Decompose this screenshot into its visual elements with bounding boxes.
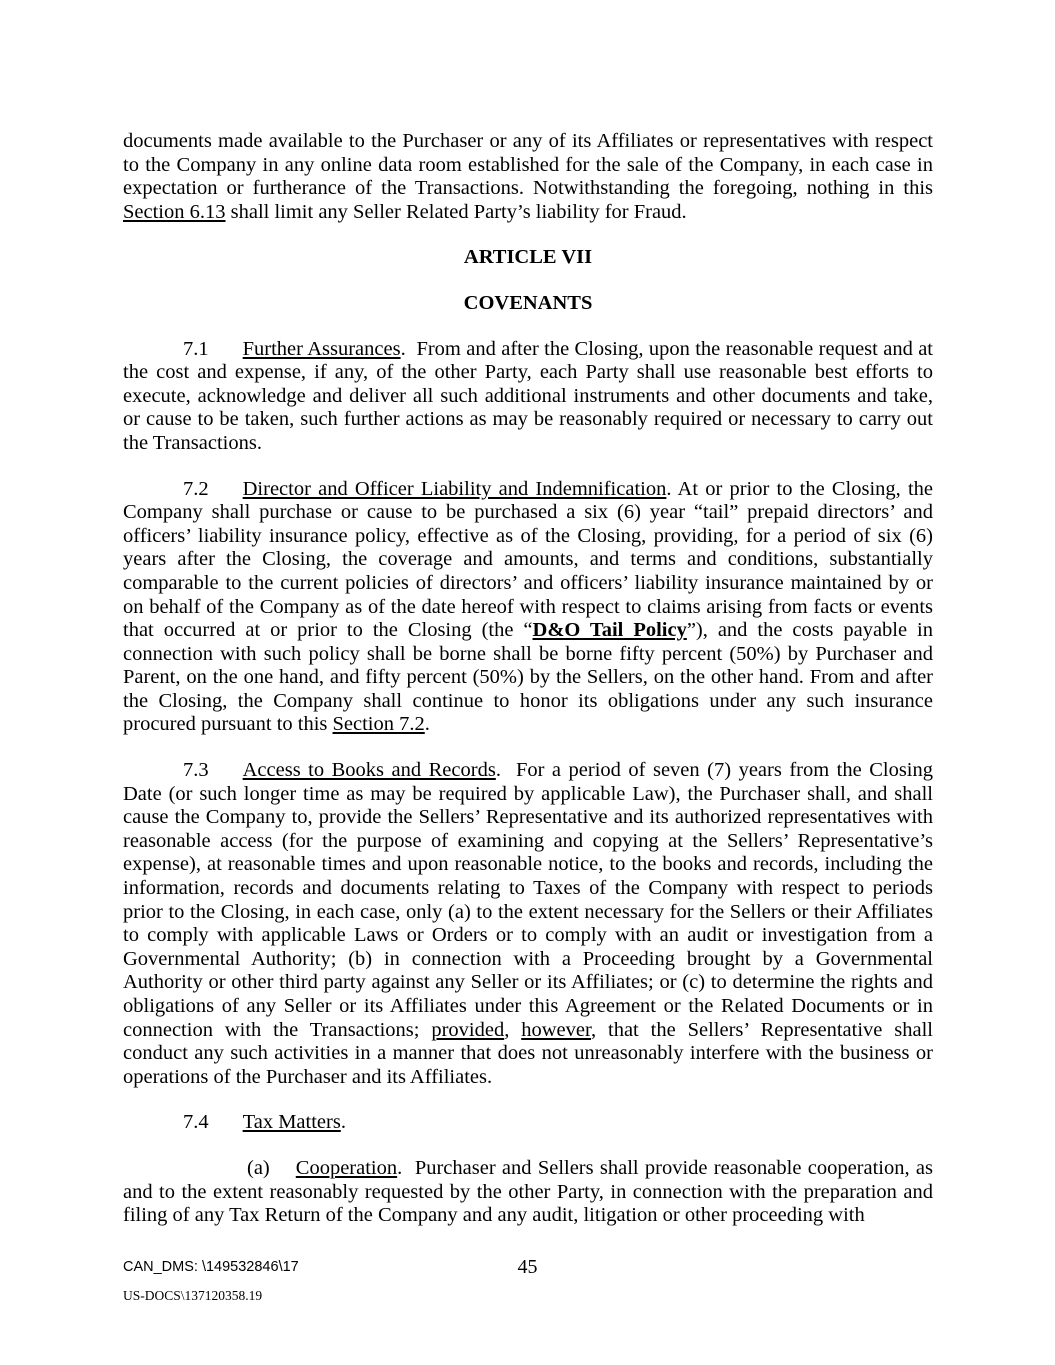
intro-text-post: shall limit any Seller Related Party’s liability for Fraud. [225, 200, 687, 223]
section-7-4-end: . [340, 1111, 346, 1134]
section-7-2-body-2: ”), and the costs payable in connection with such policy shall be borne shall be borne fifty percent (50%) by Purchaser and Parent, on the one hand, and fifty percent (50%) by the Sellers, on the other hand. From and after the Closing, the Company shall continue to honor its obligations under any such insurance procured pursuant to this [123, 619, 933, 736]
subsection-a-paragraph [123, 1157, 933, 1228]
page-content [123, 130, 933, 1250]
section-7-2-paragraph [123, 478, 933, 738]
article-subtitle: COVENANTS [463, 291, 593, 314]
subsection-a-body: Purchaser and Sellers shall provide reasonable cooperation, as and to the extent reasonably requested by the other Party, in connection with the preparation and filing of any Tax Return of the Company and any audit, litigation or other proceeding with [123, 1156, 933, 1227]
section-ref-7-2: Section 7.2 [332, 713, 425, 736]
section-7-1-number: 7.1 [183, 337, 209, 360]
subsection-a-separator: . [397, 1156, 415, 1179]
article-title: ARTICLE VII [463, 246, 593, 269]
defined-term-do-tail-policy: D&O Tail Policy [532, 619, 687, 642]
section-7-2-body-1: At or prior to the Closing, the Company shall purchase or cause to be purchased a six (6) year “tail” prepaid directors’ and officers’ liability insurance policy, effective as of the Closing, providing, for a period of six (6) years after the Closing, the coverage and amounts, and terms and conditions, substantially comparable to the current policies of directors’ and officers’ liability insurance maintained by or on behalf of the Company as of the date hereof with respect to claims arising from facts or events that occurred at or prior to the Closing (the “ [123, 477, 933, 642]
section-ref-6-13: Section 6.13 [123, 200, 226, 223]
section-7-4-number: 7.4 [183, 1111, 209, 1134]
section-7-2-separator: . [666, 477, 678, 500]
section-7-3-separator: . [495, 759, 516, 782]
section-7-2-end: . [424, 713, 430, 736]
page-number: 45 [517, 1256, 538, 1278]
intro-paragraph [123, 130, 933, 224]
subsection-a-heading: Cooperation [295, 1156, 398, 1179]
section-7-1-body: From and after the Closing, upon the reasonable request and at the cost and expense, if any, of the other Party, each Party shall use reasonable best efforts to execute, acknowledge and deliver all such additional instruments and other documents and take, or cause to be taken, such further actions as may be reasonably required or necessary to carry out the Transactions. [123, 337, 933, 454]
section-7-3-paragraph [123, 759, 933, 1089]
section-7-1-separator: . [400, 337, 417, 360]
section-7-2-number: 7.2 [183, 477, 209, 500]
subsection-a-number: (a) [247, 1156, 270, 1179]
section-7-2-heading: Director and Officer Liability and Indemnification [242, 477, 667, 500]
section-7-1-paragraph [123, 338, 933, 456]
proviso-comma: , [504, 1018, 522, 1041]
proviso-provided: provided [431, 1018, 505, 1041]
section-7-4-paragraph [123, 1111, 933, 1135]
section-7-3-number: 7.3 [183, 759, 209, 782]
section-7-1-heading: Further Assurances [242, 337, 401, 360]
intro-text-pre: documents made available to the Purchaser or any of its Affiliates or representatives with respect to the Company in any online data room established for the sale of the Company, in each case in expectation or furtherance of the Transactions. Notwithstanding the foregoing, nothing in this [123, 130, 933, 200]
section-7-4-heading: Tax Matters [242, 1111, 341, 1134]
section-7-3-heading: Access to Books and Records [242, 759, 496, 782]
proviso-however: however [521, 1018, 591, 1041]
footer-document-id-1: CAN_DMS: \149532846\17 [123, 1259, 299, 1275]
section-7-3-body-1: For a period of seven (7) years from the Closing Date (or such longer time as may be required by applicable Law), the Purchaser shall, and shall cause the Company to, provide the Sellers’ Representative and its authorized representatives with reasonable access (for the purpose of examining and copying at the Sellers’ Representative’s expense), at reasonable times and upon reasonable notice, to the books and records, including the information, records and documents relating to Taxes of the Company with respect to periods prior to the Closing, in each case, only (a) to the extent necessary for the Sellers or their Affiliates to comply with applicable Laws or Orders or to comply with an audit or investigation from a Governmental Authority; (b) in connection with a Proceeding brought by a Governmental Authority or other third party against any Seller or its Affiliates; or (c) to determine the rights and obligations of any Seller or its Affiliates under this Agreement or the Related Documents or in connection with the Transactions; [123, 759, 934, 1041]
footer-document-id-2: US-DOCS\137120358.19 [123, 1288, 263, 1303]
section-7-3-body-2: , that the Sellers’ Representative shall conduct any such activities in a manner that does not unreasonably interfere with the business or operations of the Purchaser and its Affiliates. [123, 1018, 933, 1088]
